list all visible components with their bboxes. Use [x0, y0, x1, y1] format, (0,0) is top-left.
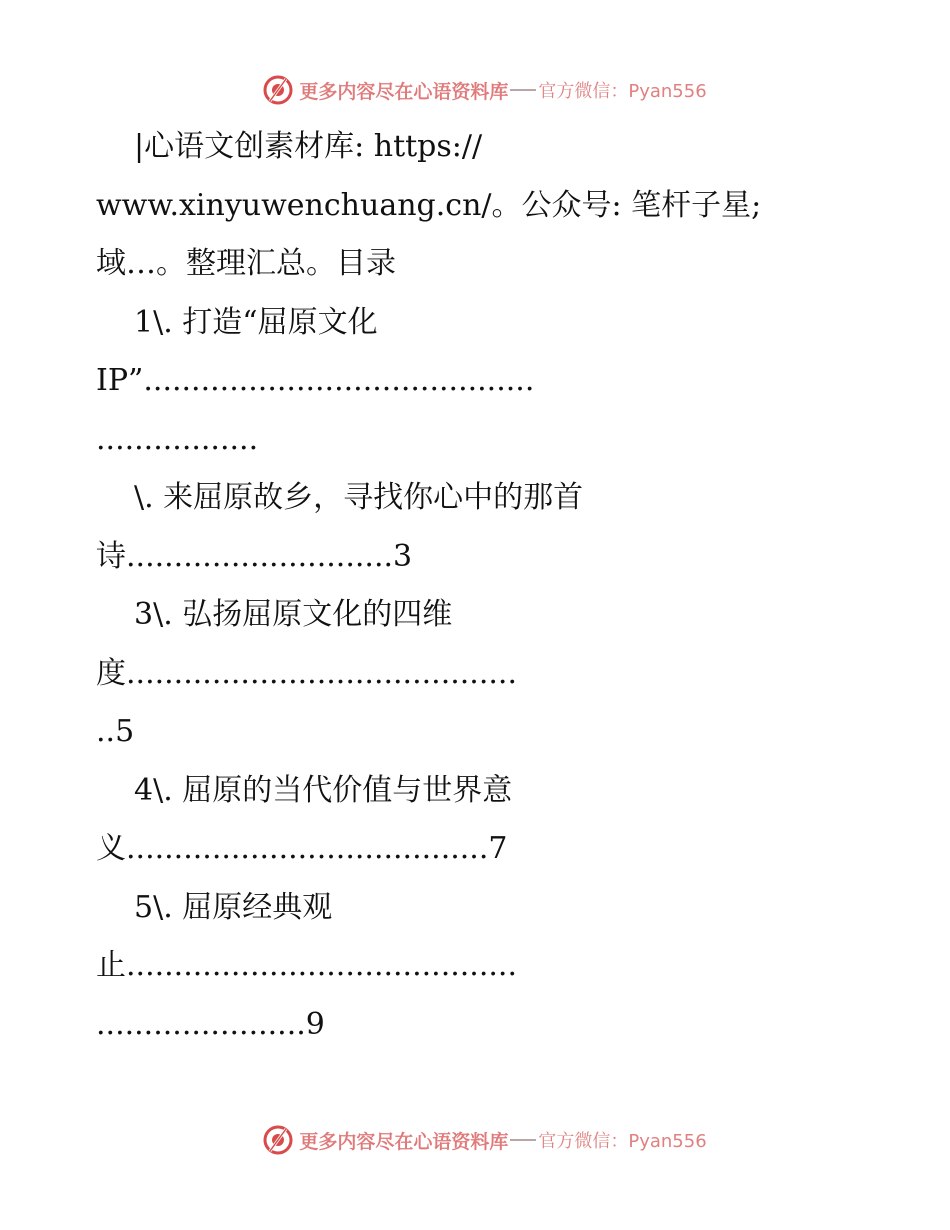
- toc-entry-5-leader: 止.........................................: [96, 948, 517, 983]
- toc-entry-4-title: 4\. 屈原的当代价值与世界意: [134, 772, 513, 808]
- header-banner-dash: [510, 89, 536, 91]
- toc-entry-5-leader-cont: ......................9: [96, 1006, 325, 1042]
- footer-banner-title: 更多内容尽在心语资料库: [299, 1130, 509, 1153]
- footer-banner-dash: [510, 1139, 536, 1141]
- toc-entry-2-title: \. 来屈原故乡，寻找你心中的那首: [134, 480, 584, 515]
- header-banner-content: [261, 73, 706, 107]
- toc-entry-3-leader: 度.........................................: [96, 655, 517, 691]
- toc-entry-2-leader: 诗............................3: [96, 538, 413, 574]
- toc-entry-3-title: 3\. 弘扬屈原文化的四维: [134, 597, 453, 632]
- header-banner-wechat: 官方微信：Pyan556: [538, 81, 707, 102]
- footer-banner-content: [261, 1123, 706, 1157]
- brand-logo-icon: [261, 73, 295, 107]
- toc-entry-1-leader-cont: .................: [96, 421, 259, 457]
- footer-banner-wechat: 官方微信：Pyan556: [538, 1131, 707, 1152]
- text-line-source: |心语文创素材库: https://: [134, 129, 483, 164]
- toc-entry-3-leader-cont: ..5: [96, 714, 135, 749]
- text-line-toc-heading: 域…。整理汇总。目录: [96, 246, 396, 281]
- header-banner-title: 更多内容尽在心语资料库: [299, 80, 509, 103]
- brand-logo-icon: [261, 1123, 295, 1157]
- toc-entry-5-title: 5\. 屈原经典观: [134, 889, 333, 925]
- text-line-url: www.xinyuwenchuang.cn/。公众号: 笔杆子星;: [96, 187, 762, 223]
- toc-entry-4-leader: 义......................................7: [96, 831, 508, 866]
- header-banner: [0, 70, 950, 110]
- footer-banner: [0, 1120, 950, 1160]
- toc-entry-1-title: 1\. 打造“屈原文化: [134, 304, 378, 340]
- toc-entry-1-leader: IP”.........................................: [96, 363, 535, 398]
- document-body: [96, 118, 856, 1054]
